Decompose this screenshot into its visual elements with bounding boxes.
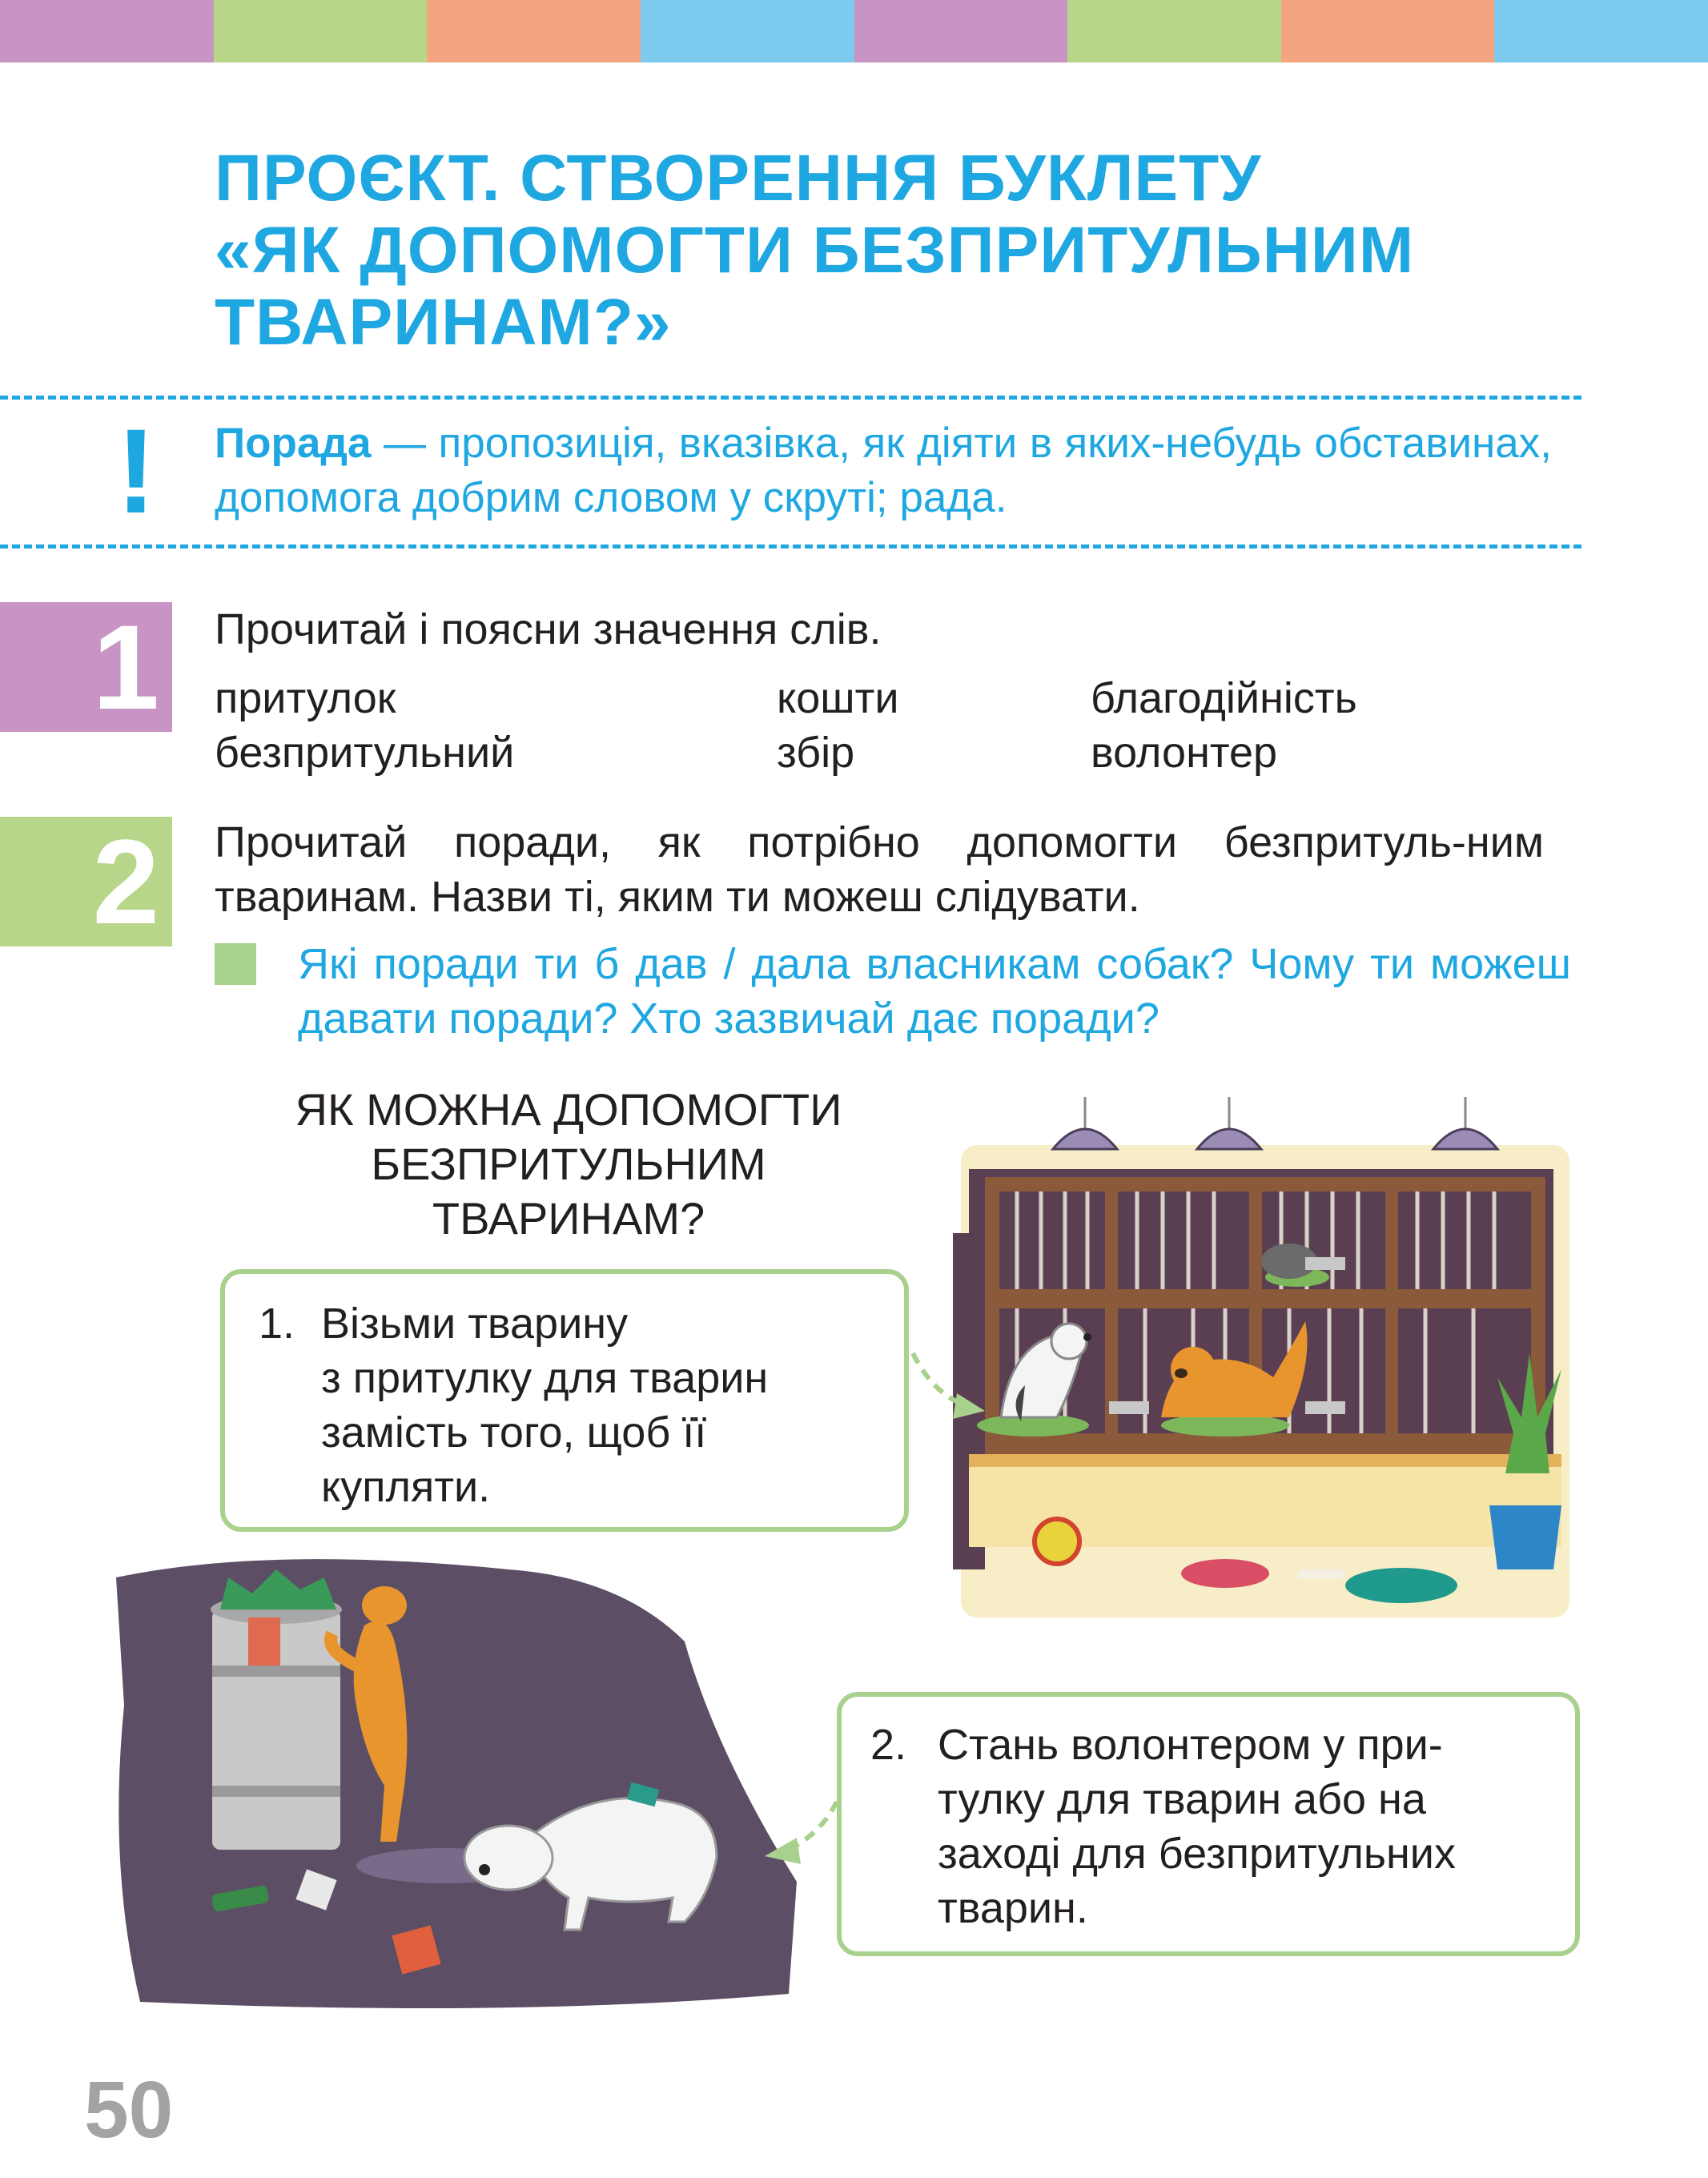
- title-line-3: ТВАРИНАМ?»: [215, 286, 672, 359]
- tip-2-line: тварин.: [938, 1884, 1088, 1932]
- question-square-icon: [215, 943, 256, 985]
- section-heading-line-1: ЯК МОЖНА ДОПОМОГТИ: [295, 1084, 842, 1135]
- stripe-segment: [1494, 0, 1708, 62]
- tip-1-arrow-icon: [909, 1345, 997, 1425]
- stripe-segment: [1281, 0, 1495, 62]
- section-heading-line-3: ТВАРИНАМ?: [432, 1193, 705, 1244]
- tip-1-line: купляти.: [321, 1463, 491, 1511]
- tip-1-line: з притулку для тварин: [321, 1354, 769, 1402]
- tip-2-line: Стань волонтером у при-: [938, 1721, 1443, 1769]
- page-number: 50: [84, 2065, 174, 2155]
- task-1-instruction: Прочитай і поясни значення слів.: [215, 605, 882, 653]
- stripe-segment: [641, 0, 854, 62]
- section-heading-line-2: БЕЗПРИТУЛЬНИМ: [371, 1139, 766, 1189]
- vocab-word: притулок: [215, 674, 396, 722]
- street-dogs-illustration: [108, 1545, 797, 2010]
- stripe-segment: [427, 0, 641, 62]
- top-color-stripe: [0, 0, 1708, 62]
- definition-bottom-border: [0, 544, 1581, 549]
- task-1-number-tab: [0, 602, 172, 732]
- title-line-1: ПРОЄКТ. СТВОРЕННЯ БУКЛЕТУ: [215, 142, 1262, 215]
- page-title: [215, 143, 1656, 359]
- tip-1-number: 1.: [259, 1300, 295, 1348]
- vocab-word: збір: [777, 729, 855, 777]
- tip-1-line: Візьми тварину: [321, 1300, 629, 1348]
- tip-1-line: замість того, щоб її: [321, 1408, 707, 1457]
- stripe-segment: [1067, 0, 1281, 62]
- tip-2-text: [938, 1718, 1578, 1935]
- vocab-word: благодійність: [1091, 674, 1357, 722]
- tip-1-callout: [220, 1269, 909, 1532]
- shelter-illustration: [953, 1097, 1577, 1625]
- task-2-question: Які поради ти б дав / дала власникам собак? Чому ти можеш давати поради? Хто зазвичай дає поради?: [298, 940, 1571, 1043]
- stripe-segment: [854, 0, 1068, 62]
- tip-2-arrow-icon: [757, 1794, 845, 1874]
- definition-top-border: [0, 396, 1581, 400]
- title-line-2: «ЯК ДОПОМОГТИ БЕЗПРИТУЛЬНИМ: [215, 214, 1415, 287]
- tip-1-text: [321, 1296, 898, 1514]
- tip-2-line: тулку для тварин або на: [938, 1775, 1426, 1823]
- task-2-number: 2: [92, 814, 159, 949]
- vocab-word: безпритульний: [215, 729, 515, 777]
- tip-2-number: 2.: [870, 1721, 907, 1769]
- stripe-segment: [214, 0, 428, 62]
- definition-term: Порада: [215, 420, 372, 467]
- tip-2-line: заході для безпритульних: [938, 1830, 1456, 1878]
- exclamation-icon: !: [116, 404, 156, 538]
- section-heading: [200, 1083, 937, 1246]
- definition-body: — пропозиція, вказівка, як діяти в яких-небудь обставинах, допомога добрим словом у скруті; рада.: [215, 420, 1552, 521]
- vocab-word: волонтер: [1091, 729, 1278, 777]
- stripe-segment: [0, 0, 214, 62]
- task-2-number-tab: [0, 814, 172, 949]
- task-1-number: 1: [92, 600, 159, 734]
- task-2-instruction: Прочитай поради, як потрібно допомогти безпритуль-ним тваринам. Назви ті, яким ти можеш слідувати.: [215, 818, 1544, 921]
- vocab-word: кошти: [777, 674, 899, 722]
- tip-2-callout: [837, 1692, 1580, 1956]
- definition-text: [215, 416, 1552, 525]
